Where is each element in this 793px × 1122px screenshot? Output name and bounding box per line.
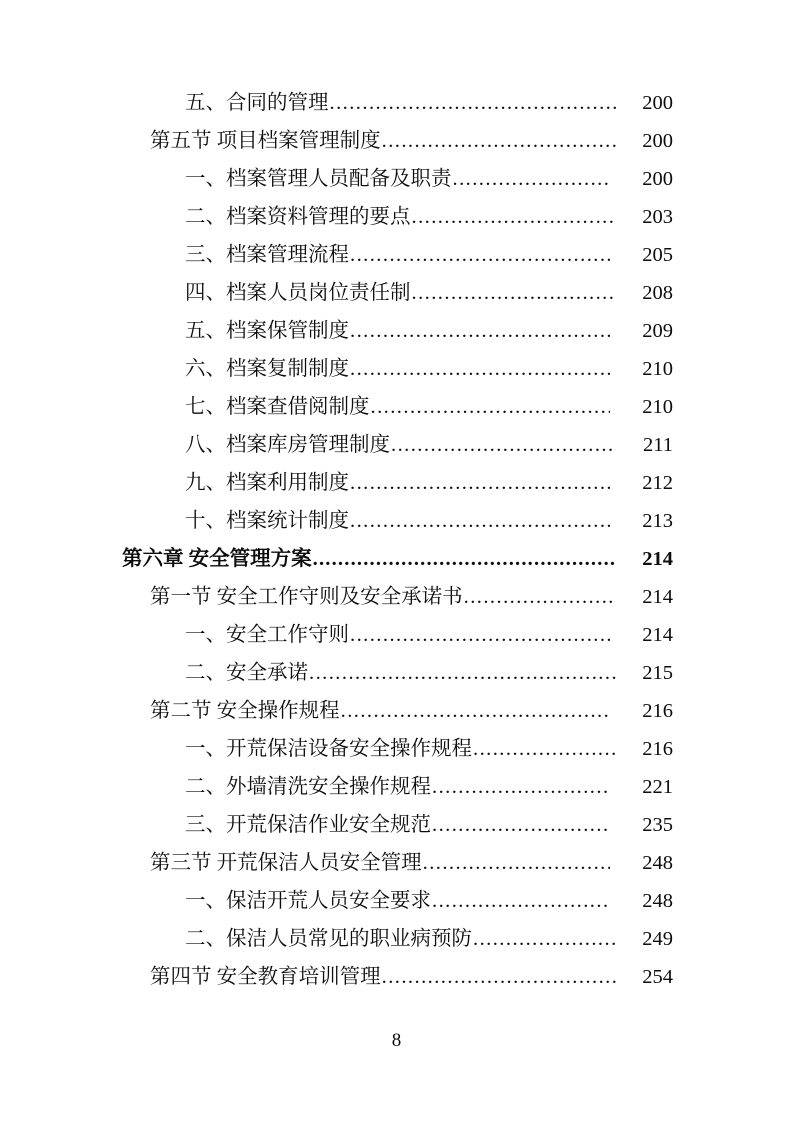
toc-entry[interactable] [0, 198, 793, 236]
toc-entry-page-number: 203 [642, 206, 673, 228]
toc-dot-leader [341, 701, 610, 722]
toc-dot-leader [371, 397, 611, 418]
toc-entry[interactable] [0, 464, 793, 502]
toc-entry-title: 四、档案人员岗位责任制 [185, 282, 411, 304]
toc-dot-leader [309, 663, 616, 684]
toc-entry-page-number: 200 [642, 92, 673, 114]
toc-dot-leader [391, 435, 616, 456]
toc-entry-page-number: 205 [642, 244, 673, 266]
toc-entry[interactable] [0, 882, 793, 920]
toc-entry[interactable] [0, 578, 793, 616]
toc-dot-leader [432, 815, 610, 836]
toc-entry-title: 九、档案利用制度 [185, 472, 349, 494]
toc-entry-page-number: 216 [642, 738, 673, 760]
toc-entry-title: 第六章 安全管理方案 [122, 548, 312, 570]
toc-entry-title: 五、合同的管理 [185, 92, 329, 114]
toc-entry[interactable] [0, 844, 793, 882]
toc-entry-title: 二、外墙清洗安全操作规程 [185, 776, 431, 798]
toc-entry-page-number: 221 [642, 776, 673, 798]
toc-entry[interactable] [0, 236, 793, 274]
toc-entry-page-number: 209 [642, 320, 673, 342]
toc-entry[interactable] [0, 122, 793, 160]
toc-entry-page-number: 216 [642, 700, 673, 722]
toc-entry-title: 一、档案管理人员配备及职责 [185, 168, 452, 190]
toc-entry[interactable] [0, 616, 793, 654]
toc-entry-page-number: 214 [642, 548, 673, 570]
toc-entry-title: 二、安全承诺 [185, 662, 308, 684]
toc-entry-title: 一、保洁开荒人员安全要求 [185, 890, 431, 912]
toc-entry-page-number: 249 [642, 928, 673, 950]
toc-entry[interactable] [0, 426, 793, 464]
toc-entry-title: 六、档案复制制度 [185, 358, 349, 380]
toc-entry[interactable] [0, 502, 793, 540]
toc-dot-leader [350, 625, 610, 646]
toc-entry-page-number: 214 [642, 624, 673, 646]
toc-dot-leader [432, 777, 610, 798]
toc-entry-page-number: 254 [642, 966, 673, 988]
toc-entry[interactable] [0, 160, 793, 198]
toc-entry[interactable] [0, 958, 793, 996]
toc-dot-leader [453, 169, 611, 190]
toc-entry-title: 三、开荒保洁作业安全规范 [185, 814, 431, 836]
toc-entry[interactable] [0, 312, 793, 350]
toc-dot-leader [350, 511, 610, 532]
toc-entry-page-number: 200 [642, 130, 673, 152]
toc-entry[interactable] [0, 388, 793, 426]
toc-entry[interactable] [0, 540, 793, 578]
toc-dot-leader [423, 853, 610, 874]
page-number-footer: 8 [391, 1030, 402, 1051]
toc-entry-title: 十、档案统计制度 [185, 510, 349, 532]
toc-entry-page-number: 200 [642, 168, 673, 190]
toc-dot-leader [412, 207, 617, 228]
toc-entry-title: 第四节 安全教育培训管理 [150, 966, 381, 988]
toc-dot-leader [473, 929, 616, 950]
toc-dot-leader [473, 739, 616, 760]
toc-entry-page-number: 210 [642, 396, 673, 418]
toc-entry-page-number: 211 [643, 434, 673, 456]
toc-entry[interactable] [0, 84, 793, 122]
toc-dot-leader [350, 321, 610, 342]
toc-entry-page-number: 215 [642, 662, 673, 684]
toc-dot-leader [464, 587, 616, 608]
toc-entry-title: 一、开荒保洁设备安全操作规程 [185, 738, 472, 760]
toc-entry-page-number: 212 [642, 472, 673, 494]
table-of-contents [0, 84, 793, 996]
toc-dot-leader [382, 967, 616, 988]
toc-entry-title: 七、档案查借阅制度 [185, 396, 370, 418]
toc-entry[interactable] [0, 768, 793, 806]
toc-entry[interactable] [0, 730, 793, 768]
toc-entry-title: 二、保洁人员常见的职业病预防 [185, 928, 472, 950]
toc-entry-title: 一、安全工作守则 [185, 624, 349, 646]
toc-entry[interactable] [0, 274, 793, 312]
toc-dot-leader [313, 549, 616, 570]
toc-entry-page-number: 210 [642, 358, 673, 380]
toc-entry[interactable] [0, 350, 793, 388]
toc-entry-page-number: 235 [642, 814, 673, 836]
toc-entry-title: 五、档案保管制度 [185, 320, 349, 342]
toc-dot-leader [330, 93, 617, 114]
toc-dot-leader [350, 245, 610, 266]
toc-entry[interactable] [0, 920, 793, 958]
toc-entry-page-number: 213 [642, 510, 673, 532]
toc-dot-leader [432, 891, 610, 912]
toc-dot-leader [412, 283, 617, 304]
toc-entry-page-number: 248 [642, 890, 673, 912]
toc-entry[interactable] [0, 692, 793, 730]
toc-dot-leader [350, 473, 610, 494]
toc-dot-leader [382, 131, 616, 152]
toc-dot-leader [350, 359, 610, 380]
toc-entry-page-number: 208 [642, 282, 673, 304]
toc-entry-title: 八、档案库房管理制度 [185, 434, 390, 456]
toc-entry-page-number: 248 [642, 852, 673, 874]
toc-entry-title: 第三节 开荒保洁人员安全管理 [150, 852, 422, 874]
toc-entry[interactable] [0, 654, 793, 692]
toc-entry-title: 第二节 安全操作规程 [150, 700, 340, 722]
toc-entry-title: 二、档案资料管理的要点 [185, 206, 411, 228]
toc-entry-page-number: 214 [642, 586, 673, 608]
toc-entry-title: 第五节 项目档案管理制度 [150, 130, 381, 152]
toc-entry-title: 第一节 安全工作守则及安全承诺书 [150, 586, 463, 608]
toc-entry[interactable] [0, 806, 793, 844]
toc-entry-title: 三、档案管理流程 [185, 244, 349, 266]
